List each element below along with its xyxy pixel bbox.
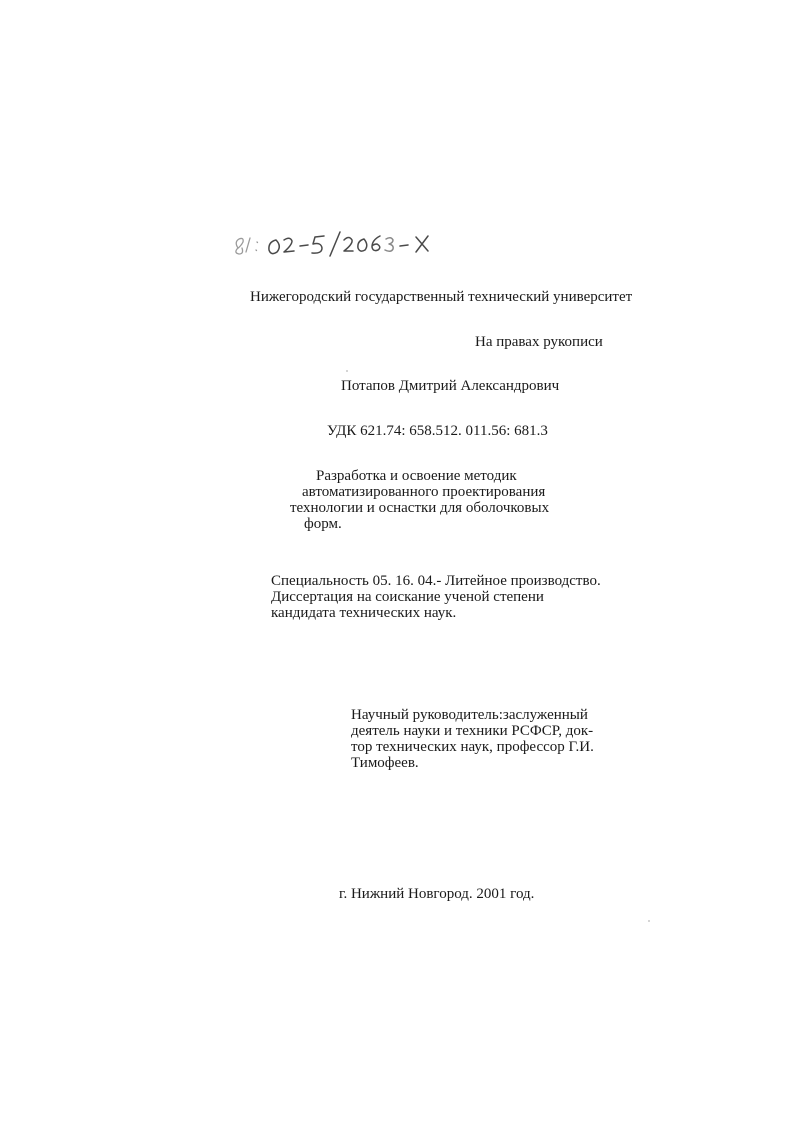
- scan-speck: [346, 370, 348, 372]
- author-name: Потапов Дмитрий Александрович: [341, 378, 560, 394]
- specialty-line: Диссертация на соискание ученой степени: [271, 589, 544, 605]
- title-line: Разработка и освоение методик: [316, 468, 517, 484]
- supervisor-line: тор технических наук, профессор Г.И.: [351, 739, 594, 755]
- supervisor-line: деятель науки и техники РСФСР, док-: [351, 723, 594, 739]
- supervisor-line: Научный руководитель:заслуженный: [351, 707, 588, 723]
- title-line: технологии и оснастки для оболочковых: [290, 500, 550, 516]
- title-line: форм.: [304, 516, 342, 532]
- handwritten-code-drawing: [228, 226, 443, 260]
- specialty-line: кандидата технических наук.: [271, 605, 457, 621]
- place-and-year: г. Нижний Новгород. 2001 год.: [339, 886, 535, 902]
- manuscript-rights-note: На правах рукописи: [475, 334, 603, 350]
- university-name: Нижегородский государственный технический университет: [250, 289, 633, 305]
- specialty-line: Специальность 05. 16. 04.- Литейное производство.: [271, 573, 601, 589]
- handwritten-archive-code: [228, 226, 443, 260]
- title-line: автоматизированного проектирования: [302, 484, 546, 500]
- udc-code: УДК 621.74: 658.512. 011.56: 681.3: [327, 423, 548, 439]
- scan-speck: [648, 920, 650, 922]
- supervisor-line: Тимофеев.: [351, 755, 419, 771]
